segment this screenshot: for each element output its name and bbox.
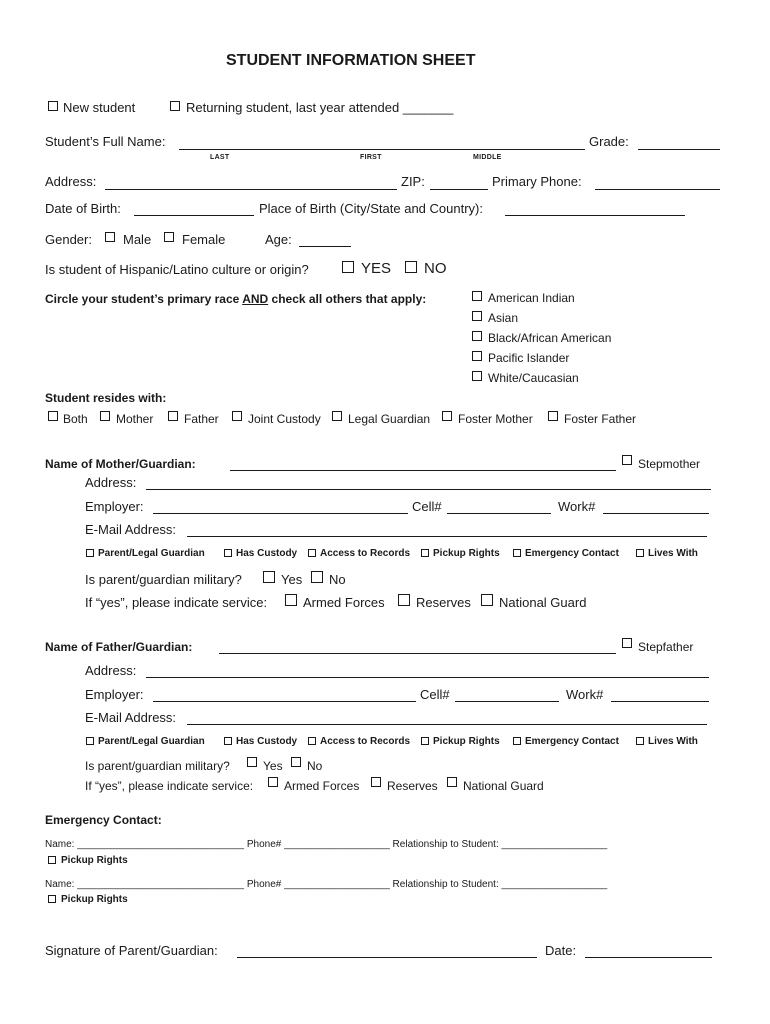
race-asian-checkbox[interactable]: [472, 311, 482, 321]
new-student-label: New student: [63, 100, 136, 115]
returning-student-checkbox[interactable]: [170, 101, 180, 111]
stepmother-label: Stepmother: [638, 457, 701, 471]
emergency-contact-1-line[interactable]: Name: ______________________________ Phone# ___________________ Relationship to Student: ___________________: [45, 839, 608, 850]
hispanic-no-label: NO: [424, 260, 447, 277]
father-cell-field[interactable]: [455, 701, 559, 702]
mother-national-guard-checkbox[interactable]: [481, 594, 493, 606]
father-address-label: Address:: [85, 663, 137, 678]
resides-legal-guardian-checkbox[interactable]: [332, 411, 342, 421]
signature-label: Signature of Parent/Guardian:: [45, 943, 218, 958]
hispanic-question: Is student of Hispanic/Latino culture or origin?: [45, 262, 309, 277]
stepfather-checkbox[interactable]: [622, 638, 632, 648]
mother-reserves-label: Reserves: [416, 595, 471, 610]
student-name-field[interactable]: [179, 149, 585, 150]
male-label: Male: [123, 232, 152, 247]
father-armed-forces-label: Armed Forces: [284, 779, 360, 793]
resides-father-checkbox[interactable]: [168, 411, 178, 421]
mother-military-yes-label: Yes: [281, 572, 303, 587]
father-service-question: If “yes”, please indicate service:: [85, 779, 254, 793]
father-work-field[interactable]: [611, 701, 709, 702]
father-parent-guardian-checkbox[interactable]: [86, 737, 94, 745]
mother-lives-with-label: Lives With: [648, 548, 698, 559]
student-name-label: Student’s Full Name:: [45, 134, 166, 149]
last-name-sublabel: LAST: [210, 154, 230, 161]
race-white-label: White/Caucasian: [488, 371, 579, 385]
zip-label: ZIP:: [401, 174, 425, 189]
race-black-checkbox[interactable]: [472, 331, 482, 341]
female-label: Female: [182, 232, 226, 247]
mother-military-yes-checkbox[interactable]: [263, 571, 275, 583]
resides-joint-custody-checkbox[interactable]: [232, 411, 242, 421]
mother-work-label: Work#: [558, 499, 596, 514]
mother-armed-forces-checkbox[interactable]: [285, 594, 297, 606]
mother-cell-label: Cell#: [412, 499, 442, 514]
father-armed-forces-checkbox[interactable]: [268, 777, 278, 787]
primary-phone-field[interactable]: [595, 189, 720, 190]
address-field[interactable]: [105, 189, 397, 190]
resides-mother-label: Mother: [116, 412, 154, 426]
father-emergency-contact-label: Emergency Contact: [525, 736, 619, 747]
zip-field[interactable]: [430, 189, 488, 190]
mother-pickup-rights-checkbox[interactable]: [421, 549, 429, 557]
dob-label: Date of Birth:: [45, 201, 121, 216]
mother-reserves-checkbox[interactable]: [398, 594, 410, 606]
hispanic-yes-label: YES: [361, 260, 392, 277]
page-title: STUDENT INFORMATION SHEET: [226, 52, 476, 69]
father-access-records-label: Access to Records: [320, 736, 411, 747]
mother-military-no-label: No: [329, 572, 346, 587]
resides-mother-checkbox[interactable]: [100, 411, 110, 421]
resides-foster-father-checkbox[interactable]: [548, 411, 558, 421]
father-has-custody-checkbox[interactable]: [224, 737, 232, 745]
emergency-1-pickup-checkbox[interactable]: [48, 856, 56, 864]
father-access-records-checkbox[interactable]: [308, 737, 316, 745]
race-white-checkbox[interactable]: [472, 371, 482, 381]
father-lives-with-label: Lives With: [648, 736, 698, 747]
father-reserves-checkbox[interactable]: [371, 777, 381, 787]
mother-parent-guardian-label: Parent/Legal Guardian: [98, 548, 205, 559]
mother-cell-field[interactable]: [447, 513, 551, 514]
mother-access-records-checkbox[interactable]: [308, 549, 316, 557]
resides-both-checkbox[interactable]: [48, 411, 58, 421]
father-name-label: Name of Father/Guardian:: [45, 640, 193, 654]
mother-work-field[interactable]: [603, 513, 709, 514]
date-field[interactable]: [585, 957, 712, 958]
pob-field[interactable]: [505, 215, 685, 216]
resides-legal-guardian-label: Legal Guardian: [348, 412, 431, 426]
race-prompt: Circle your student’s primary race AND check all others that apply:: [45, 292, 427, 306]
grade-field[interactable]: [638, 149, 720, 150]
signature-field[interactable]: [237, 957, 537, 958]
mother-pickup-rights-label: Pickup Rights: [433, 548, 500, 559]
resides-father-label: Father: [184, 412, 219, 426]
mother-armed-forces-label: Armed Forces: [303, 595, 385, 610]
mother-service-question: If “yes”, please indicate service:: [85, 595, 268, 610]
mother-email-field[interactable]: [187, 536, 707, 537]
father-military-no-checkbox[interactable]: [291, 757, 301, 767]
first-name-sublabel: FIRST: [360, 154, 382, 161]
father-national-guard-label: National Guard: [463, 779, 544, 793]
emergency-2-pickup-label: Pickup Rights: [61, 894, 128, 905]
mother-parent-guardian-checkbox[interactable]: [86, 549, 94, 557]
father-pickup-rights-label: Pickup Rights: [433, 736, 500, 747]
mother-employer-label: Employer:: [85, 499, 144, 514]
father-has-custody-label: Has Custody: [236, 736, 298, 747]
resides-both-label: Both: [63, 412, 88, 426]
address-label: Address:: [45, 174, 97, 189]
father-cell-label: Cell#: [420, 687, 450, 702]
new-student-checkbox[interactable]: [48, 101, 58, 111]
age-field[interactable]: [299, 246, 351, 247]
mother-emergency-contact-label: Emergency Contact: [525, 548, 619, 559]
returning-student-label: Returning student, last year attended _______: [186, 100, 454, 115]
mother-emergency-contact-checkbox[interactable]: [513, 549, 521, 557]
father-parent-guardian-label: Parent/Legal Guardian: [98, 736, 205, 747]
father-national-guard-checkbox[interactable]: [447, 777, 457, 787]
father-lives-with-checkbox[interactable]: [636, 737, 644, 745]
dob-field[interactable]: [134, 215, 254, 216]
mother-national-guard-label: National Guard: [499, 595, 587, 610]
mother-employer-field[interactable]: [153, 513, 408, 514]
father-name-field[interactable]: [219, 653, 616, 654]
stepmother-checkbox[interactable]: [622, 455, 632, 465]
grade-label: Grade:: [589, 134, 629, 149]
mother-address-label: Address:: [85, 475, 137, 490]
male-checkbox[interactable]: [105, 232, 115, 242]
hispanic-no-checkbox[interactable]: [405, 261, 417, 273]
mother-has-custody-checkbox[interactable]: [224, 549, 232, 557]
mother-access-records-label: Access to Records: [320, 548, 411, 559]
father-emergency-contact-checkbox[interactable]: [513, 737, 521, 745]
mother-military-question: Is parent/guardian military?: [85, 572, 242, 587]
father-email-label: E-Mail Address:: [85, 710, 177, 725]
emergency-2-pickup-checkbox[interactable]: [48, 895, 56, 903]
mother-military-no-checkbox[interactable]: [311, 571, 323, 583]
emergency-contact-label: Emergency Contact:: [45, 813, 162, 827]
resides-foster-mother-checkbox[interactable]: [442, 411, 452, 421]
mother-email-label: E-Mail Address:: [85, 522, 177, 537]
gender-label: Gender:: [45, 232, 92, 247]
race-pacific-islander-checkbox[interactable]: [472, 351, 482, 361]
father-military-yes-label: Yes: [263, 759, 283, 773]
race-pacific-islander-label: Pacific Islander: [488, 351, 570, 365]
father-military-yes-checkbox[interactable]: [247, 757, 257, 767]
mother-has-custody-label: Has Custody: [236, 548, 298, 559]
resides-foster-father-label: Foster Father: [564, 412, 637, 426]
mother-lives-with-checkbox[interactable]: [636, 549, 644, 557]
stepfather-label: Stepfather: [638, 640, 694, 654]
father-reserves-label: Reserves: [387, 779, 438, 793]
father-email-field[interactable]: [187, 724, 707, 725]
father-address-field[interactable]: [146, 677, 709, 678]
race-asian-label: Asian: [488, 311, 519, 325]
hispanic-yes-checkbox[interactable]: [342, 261, 354, 273]
mother-name-field[interactable]: [230, 470, 616, 471]
father-military-question: Is parent/guardian military?: [85, 759, 230, 773]
emergency-contact-2-line[interactable]: Name: ______________________________ Phone# ___________________ Relationship to Student: ___________________: [45, 879, 608, 890]
father-pickup-rights-checkbox[interactable]: [421, 737, 429, 745]
mother-name-label: Name of Mother/Guardian:: [45, 457, 196, 471]
race-american-indian-checkbox[interactable]: [472, 291, 482, 301]
resides-label: Student resides with:: [45, 391, 167, 405]
mother-address-field[interactable]: [146, 489, 711, 490]
resides-foster-mother-label: Foster Mother: [458, 412, 533, 426]
pob-label: Place of Birth (City/State and Country):: [259, 201, 483, 216]
age-label: Age:: [265, 232, 292, 247]
father-employer-field[interactable]: [153, 701, 416, 702]
female-checkbox[interactable]: [164, 232, 174, 242]
race-black-label: Black/African American: [488, 331, 612, 345]
race-american-indian-label: American Indian: [488, 291, 575, 305]
primary-phone-label: Primary Phone:: [492, 174, 582, 189]
middle-name-sublabel: MIDDLE: [473, 154, 502, 161]
emergency-1-pickup-label: Pickup Rights: [61, 855, 128, 866]
father-work-label: Work#: [566, 687, 604, 702]
father-military-no-label: No: [307, 759, 323, 773]
father-employer-label: Employer:: [85, 687, 144, 702]
resides-joint-custody-label: Joint Custody: [248, 412, 321, 426]
date-label: Date:: [545, 943, 577, 958]
